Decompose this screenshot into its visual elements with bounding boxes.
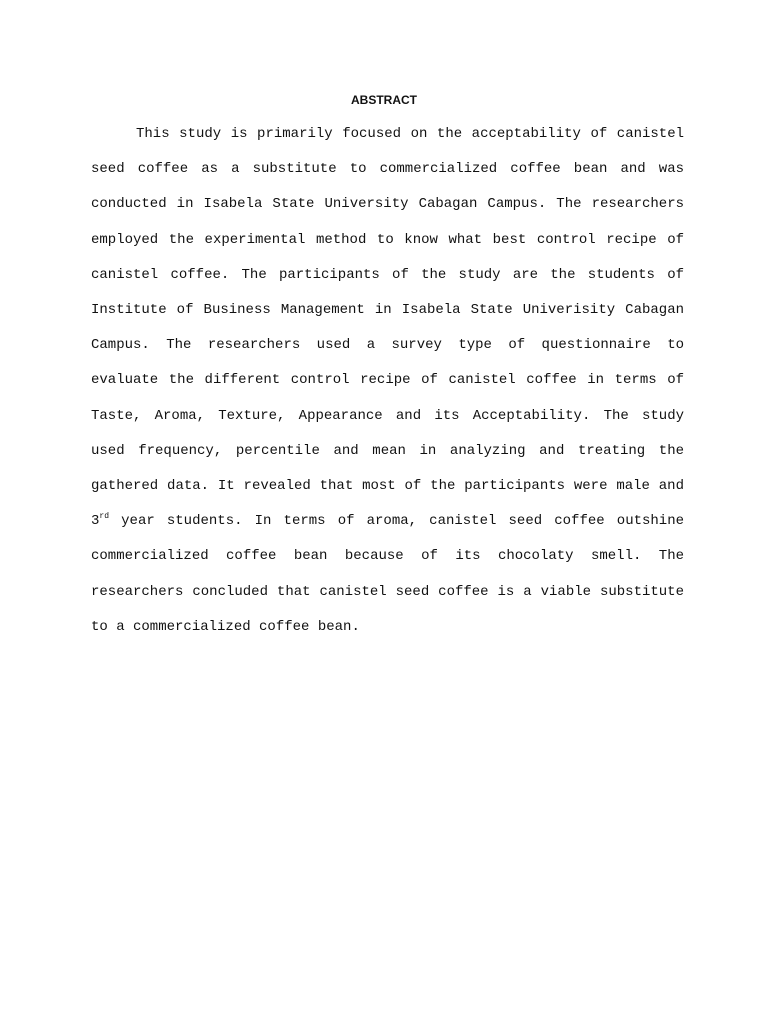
abstract-paragraph (91, 117, 684, 645)
abstract-title: ABSTRACT (351, 93, 417, 107)
abstract-text-part-1: This study is primarily focused on the acceptability of canistel seed coffee as a substitute to commercialized coffee bean and was conducted in Isabela State University Cabagan Campus. The researchers employed the experimental method to know what best control recipe of canistel coffee. The participants of the study are the students of Institute of Business Management in Isabela State Univerisity Cabagan Campus. The researchers used a survey type of questionnaire to evaluate the different control recipe of canistel coffee in terms of Taste, Aroma, Texture, Appearance and its Acceptability. The study used frequency, percentile and mean in analyzing and treating the gathered data. It revealed that most of the participants were male and 3 (91, 126, 684, 530)
ordinal-superscript: rd (99, 512, 110, 522)
abstract-text-part-2: year students. In terms of aroma, canistel seed coffee outshine commercialized coffee bean because of its chocolaty smell. The researchers concluded that canistel seed coffee is a viable substitute to a commercialized coffee bean. (91, 513, 684, 635)
